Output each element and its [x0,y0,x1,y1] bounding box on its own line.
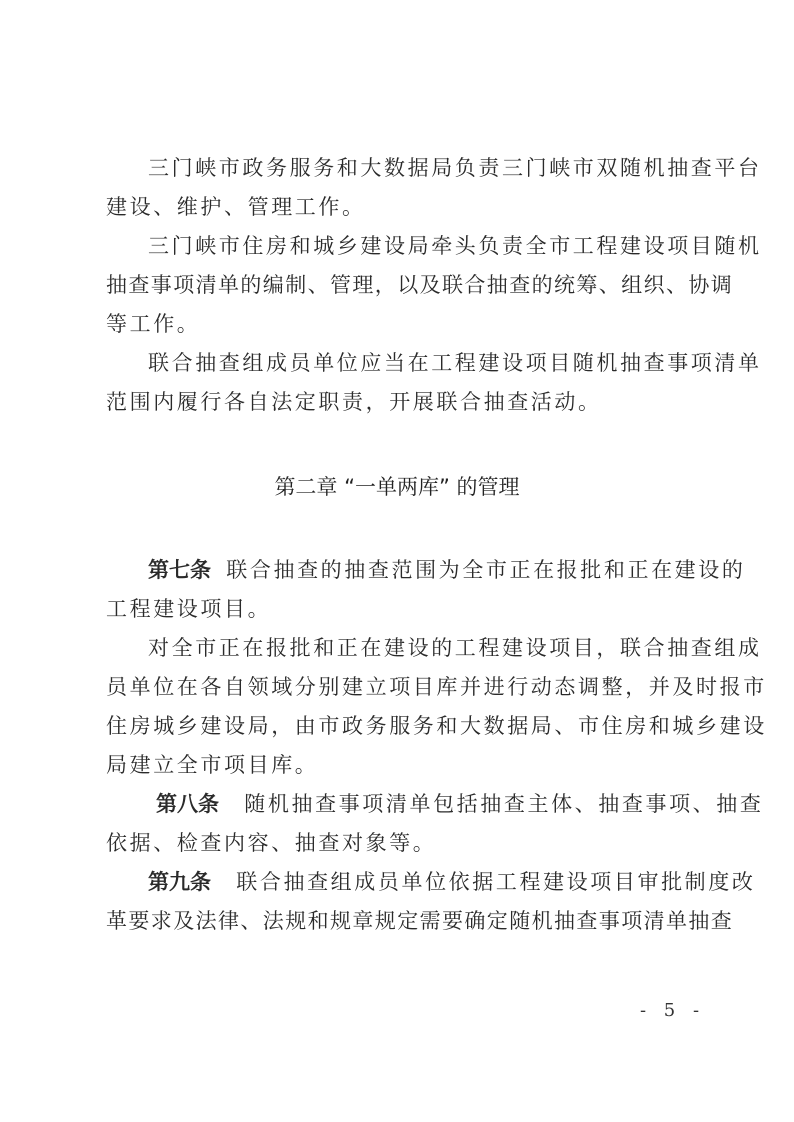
paragraph-line: 建设、维护、管理工作。 [106,195,366,219]
article-line: 工程建设项目。 [106,597,272,621]
article-line [156,794,763,815]
paragraph-line: 员单位在各自领域分别建立项目库并进行动态调整，并及时报市 [106,675,767,699]
article-text: 联合抽查组成员单位依据工程建设项目审批制度改 [236,870,756,894]
article-label: 第八条 [156,792,219,816]
article-line: 依据、检查内容、抽查对象等。 [106,831,437,855]
article-line [148,872,755,893]
article-label: 第七条 [148,558,211,582]
page-number: - 5 - [640,1000,706,1021]
paragraph-line: 等工作。 [106,312,201,336]
article-text: 随机抽查事项清单包括抽查主体、抽查事项、抽查 [244,792,764,816]
article-line [148,560,745,581]
paragraph-line: 对全市正在报批和正在建设的工程建设项目，联合抽查组成 [148,636,762,660]
paragraph-line: 范围内履行各自法定职责，开展联合抽查活动。 [106,390,602,414]
paragraph-line: 抽查事项清单的编制、管理，以及联合抽查的统筹、组织、协调 [106,273,734,297]
paragraph-line: 三门峡市政务服务和大数据局负责三门峡市双随机抽查平台 [148,156,762,180]
paragraph-line: 局建立全市项目库。 [106,753,319,777]
article-text: 联合抽查的抽查范围为全市正在报批和正在建设的 [226,558,746,582]
article-label: 第九条 [148,870,211,894]
paragraph-line: 住房城乡建设局，由市政务服务和大数据局、市住房和城乡建设 [106,714,767,738]
chapter-heading: 第二章 “一单两库” 的管理 [274,475,520,499]
paragraph-line: 三门峡市住房和城乡建设局牵头负责全市工程建设项目随机 [148,234,762,258]
article-line: 革要求及法律、法规和规章规定需要确定随机抽查事项清单抽查 [106,909,734,933]
paragraph-line: 联合抽查组成员单位应当在工程建设项目随机抽查事项清单 [148,351,762,375]
